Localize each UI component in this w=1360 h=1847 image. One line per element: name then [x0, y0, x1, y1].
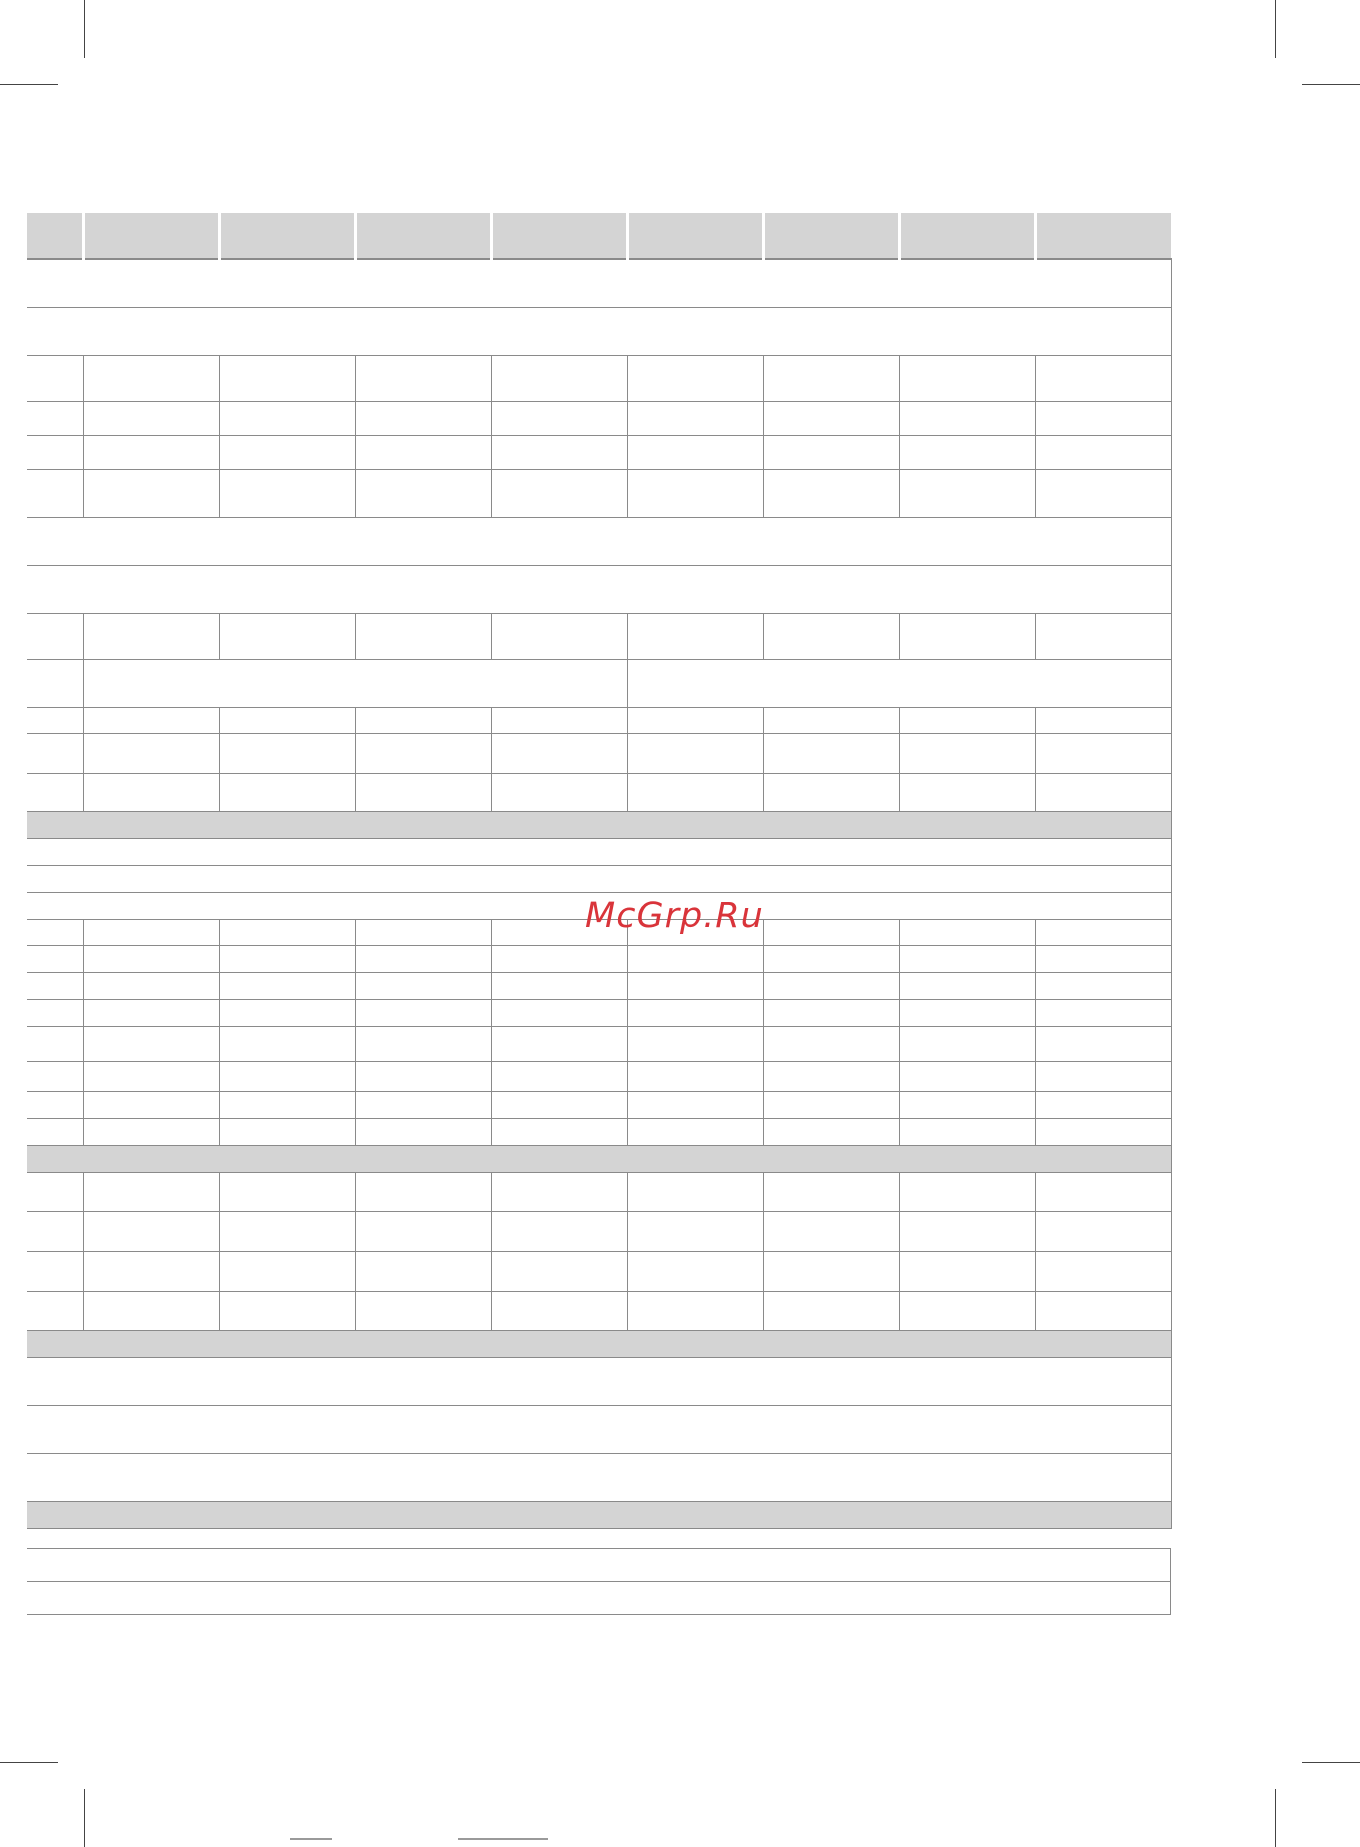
table-cell — [763, 1291, 899, 1330]
table-cell — [219, 972, 355, 999]
table-cell — [899, 945, 1035, 972]
table-cell — [83, 1026, 219, 1061]
table-cell — [491, 435, 627, 469]
table-cell — [355, 1091, 491, 1118]
table-cell — [627, 999, 763, 1026]
table-cell — [27, 733, 83, 773]
table-cell — [627, 733, 763, 773]
table-cell — [627, 1061, 763, 1091]
table-cell — [1035, 435, 1171, 469]
table-cell — [763, 1118, 899, 1145]
table-row — [27, 1026, 1171, 1061]
table-cell — [83, 355, 219, 401]
full-width-cell — [27, 259, 1171, 307]
table-cell — [83, 945, 219, 972]
table-cell — [355, 773, 491, 811]
table-cell — [627, 1118, 763, 1145]
footer-cell — [27, 1582, 1171, 1615]
table-row — [27, 565, 1171, 613]
table-cell — [763, 733, 899, 773]
table-cell — [763, 469, 899, 517]
table-cell — [627, 945, 763, 972]
table-cell — [627, 435, 763, 469]
table-row — [27, 999, 1171, 1026]
table-cell — [491, 999, 627, 1026]
table-cell — [27, 999, 83, 1026]
crop-mark-top-left-vertical — [84, 0, 85, 58]
table-cell — [627, 1211, 763, 1251]
table-cell — [899, 435, 1035, 469]
table-cell — [219, 435, 355, 469]
table-row — [27, 307, 1171, 355]
table-cell — [1035, 945, 1171, 972]
table-cell — [83, 1291, 219, 1330]
table-cell — [491, 1026, 627, 1061]
merged-cell — [83, 659, 627, 707]
spec-table — [27, 213, 1172, 1529]
table-cell — [219, 1251, 355, 1291]
table-cell — [1035, 919, 1171, 945]
table-row — [27, 1145, 1171, 1172]
table-cell — [763, 613, 899, 659]
table-cell — [355, 1061, 491, 1091]
table-row — [27, 707, 1171, 733]
section-header-cell — [27, 811, 1171, 838]
header-cell — [219, 213, 355, 259]
table-cell — [355, 1118, 491, 1145]
crop-mark-bottom-right-vertical — [1275, 1789, 1276, 1847]
table-cell — [27, 919, 83, 945]
table-cell — [899, 773, 1035, 811]
table-cell — [355, 733, 491, 773]
table-cell — [1035, 1061, 1171, 1091]
table-cell — [355, 355, 491, 401]
table-row — [27, 1501, 1171, 1528]
table-cell — [763, 401, 899, 435]
table-row — [27, 435, 1171, 469]
footer-table — [27, 1548, 1171, 1615]
table-cell — [219, 1091, 355, 1118]
print-mark — [458, 1838, 548, 1840]
table-row — [27, 1357, 1171, 1405]
table-row — [27, 1330, 1171, 1357]
table-cell — [627, 707, 763, 733]
table-cell — [763, 1026, 899, 1061]
table-cell — [27, 1118, 83, 1145]
table-cell — [491, 401, 627, 435]
table-cell — [355, 435, 491, 469]
full-width-cell — [27, 838, 1171, 865]
table-row — [27, 259, 1171, 307]
table-cell — [627, 773, 763, 811]
table-cell — [627, 1026, 763, 1061]
table-cell — [219, 707, 355, 733]
full-width-cell — [27, 1405, 1171, 1453]
table-cell — [355, 919, 491, 945]
header-cell — [627, 213, 763, 259]
table-cell — [899, 1172, 1035, 1211]
table-row — [27, 865, 1171, 892]
crop-mark-bottom-left-horizontal — [0, 1762, 58, 1763]
table-cell — [355, 1291, 491, 1330]
header-cell — [1035, 213, 1171, 259]
table-cell — [899, 1291, 1035, 1330]
full-width-cell — [27, 1453, 1171, 1501]
crop-mark-top-right-vertical — [1275, 0, 1276, 58]
header-cell — [763, 213, 899, 259]
table-cell — [1035, 972, 1171, 999]
table-row — [27, 213, 1171, 259]
crop-mark-top-right-horizontal — [1302, 84, 1360, 85]
table-cell — [899, 355, 1035, 401]
table-row — [27, 811, 1171, 838]
crop-mark-bottom-left-vertical — [84, 1789, 85, 1847]
table-cell — [219, 1291, 355, 1330]
footer-row — [27, 1582, 1171, 1615]
table-cell — [627, 355, 763, 401]
table-cell — [27, 469, 83, 517]
table-cell — [1035, 733, 1171, 773]
table-cell — [1035, 401, 1171, 435]
crop-mark-top-left-horizontal — [0, 84, 58, 85]
table-cell — [1035, 613, 1171, 659]
table-cell — [627, 401, 763, 435]
table-cell — [355, 999, 491, 1026]
table-cell — [355, 613, 491, 659]
full-width-cell — [27, 565, 1171, 613]
table-cell — [219, 1026, 355, 1061]
table-cell — [219, 919, 355, 945]
table-cell — [83, 1061, 219, 1091]
section-header-cell — [27, 1330, 1171, 1357]
full-width-cell — [27, 1357, 1171, 1405]
merged-cell — [27, 659, 83, 707]
full-width-cell — [27, 865, 1171, 892]
table-cell — [83, 733, 219, 773]
table-row — [27, 517, 1171, 565]
table-cell — [491, 707, 627, 733]
table-cell — [491, 355, 627, 401]
table-cell — [627, 469, 763, 517]
full-width-cell — [27, 517, 1171, 565]
table-cell — [491, 1091, 627, 1118]
table-row — [27, 945, 1171, 972]
table-cell — [491, 733, 627, 773]
table-row — [27, 773, 1171, 811]
table-cell — [491, 1291, 627, 1330]
table-cell — [355, 469, 491, 517]
table-cell — [83, 1251, 219, 1291]
table-cell — [27, 401, 83, 435]
table-cell — [763, 919, 899, 945]
header-cell — [355, 213, 491, 259]
crop-mark-bottom-right-horizontal — [1302, 1762, 1360, 1763]
table-cell — [899, 1061, 1035, 1091]
table-cell — [219, 733, 355, 773]
table-cell — [763, 945, 899, 972]
table-cell — [1035, 1251, 1171, 1291]
table-cell — [763, 435, 899, 469]
table-row — [27, 972, 1171, 999]
table-cell — [899, 1211, 1035, 1251]
table-cell — [1035, 999, 1171, 1026]
table-row — [27, 1251, 1171, 1291]
table-cell — [83, 1172, 219, 1211]
table-cell — [27, 1026, 83, 1061]
table-cell — [83, 1118, 219, 1145]
table-row — [27, 1291, 1171, 1330]
table-cell — [1035, 707, 1171, 733]
table-row — [27, 1405, 1171, 1453]
table-cell — [83, 707, 219, 733]
table-cell — [491, 613, 627, 659]
table-row — [27, 1211, 1171, 1251]
table-cell — [355, 401, 491, 435]
print-mark — [290, 1838, 332, 1840]
header-cell — [899, 213, 1035, 259]
watermark: McGrp.Ru — [585, 896, 764, 936]
table-cell — [355, 1172, 491, 1211]
table-cell — [491, 1211, 627, 1251]
table-cell — [83, 919, 219, 945]
table-cell — [491, 945, 627, 972]
table-cell — [83, 613, 219, 659]
table-cell — [355, 1251, 491, 1291]
table-cell — [219, 773, 355, 811]
table-cell — [1035, 1291, 1171, 1330]
table-cell — [1035, 1091, 1171, 1118]
section-header-cell — [27, 1145, 1171, 1172]
footer-row — [27, 1549, 1171, 1582]
table-cell — [899, 733, 1035, 773]
table-cell — [899, 1026, 1035, 1061]
table-row — [27, 659, 1171, 707]
table-cell — [763, 1061, 899, 1091]
table-cell — [27, 945, 83, 972]
table-cell — [27, 1172, 83, 1211]
table-row — [27, 355, 1171, 401]
table-cell — [219, 1118, 355, 1145]
table-cell — [763, 355, 899, 401]
table-cell — [491, 1172, 627, 1211]
table-row — [27, 733, 1171, 773]
table-row — [27, 1091, 1171, 1118]
section-header-cell — [27, 1501, 1171, 1528]
table-cell — [763, 1211, 899, 1251]
table-cell — [219, 1211, 355, 1251]
table-cell — [763, 707, 899, 733]
table-row — [27, 469, 1171, 517]
table-cell — [27, 1291, 83, 1330]
header-cell — [83, 213, 219, 259]
table-row — [27, 1172, 1171, 1211]
table-cell — [27, 355, 83, 401]
full-width-cell — [27, 307, 1171, 355]
table-cell — [627, 1091, 763, 1118]
table-cell — [219, 613, 355, 659]
table-cell — [491, 469, 627, 517]
table-cell — [219, 355, 355, 401]
table-cell — [83, 773, 219, 811]
table-cell — [899, 919, 1035, 945]
table-cell — [355, 707, 491, 733]
table-cell — [627, 1251, 763, 1291]
table-cell — [219, 401, 355, 435]
table-cell — [627, 613, 763, 659]
table-cell — [219, 1172, 355, 1211]
table-cell — [355, 1026, 491, 1061]
table-cell — [83, 999, 219, 1026]
table-cell — [27, 972, 83, 999]
table-cell — [763, 999, 899, 1026]
table-cell — [899, 1091, 1035, 1118]
table-cell — [899, 999, 1035, 1026]
table-cell — [899, 972, 1035, 999]
table-cell — [899, 469, 1035, 517]
table-row — [27, 1453, 1171, 1501]
table-row — [27, 613, 1171, 659]
table-cell — [763, 972, 899, 999]
table-cell — [763, 773, 899, 811]
table-row — [27, 1061, 1171, 1091]
table-cell — [491, 773, 627, 811]
table-cell — [83, 1091, 219, 1118]
table-cell — [83, 401, 219, 435]
table-cell — [899, 1251, 1035, 1291]
table-cell — [763, 1091, 899, 1118]
spec-table-body — [27, 213, 1171, 1528]
table-cell — [491, 1251, 627, 1291]
table-cell — [899, 401, 1035, 435]
footer-table-body — [27, 1549, 1171, 1615]
table-cell — [83, 1211, 219, 1251]
table-cell — [27, 435, 83, 469]
merged-cell — [627, 659, 1171, 707]
table-cell — [1035, 469, 1171, 517]
table-cell — [899, 707, 1035, 733]
table-cell — [1035, 355, 1171, 401]
table-cell — [1035, 1026, 1171, 1061]
table-cell — [27, 707, 83, 733]
table-cell — [219, 469, 355, 517]
table-row — [27, 838, 1171, 865]
table-cell — [627, 972, 763, 999]
table-cell — [355, 945, 491, 972]
table-cell — [27, 1061, 83, 1091]
table-cell — [27, 613, 83, 659]
table-cell — [491, 1061, 627, 1091]
table-cell — [1035, 1172, 1171, 1211]
table-cell — [627, 1172, 763, 1211]
table-cell — [355, 972, 491, 999]
table-cell — [1035, 773, 1171, 811]
table-row — [27, 401, 1171, 435]
table-cell — [491, 1118, 627, 1145]
table-cell — [219, 1061, 355, 1091]
table-cell — [27, 1211, 83, 1251]
header-cell — [27, 213, 83, 259]
table-cell — [627, 1291, 763, 1330]
table-cell — [491, 972, 627, 999]
table-cell — [83, 435, 219, 469]
table-cell — [355, 1211, 491, 1251]
table-cell — [899, 1118, 1035, 1145]
table-cell — [763, 1251, 899, 1291]
table-cell — [27, 1251, 83, 1291]
table-cell — [1035, 1211, 1171, 1251]
table-cell — [899, 613, 1035, 659]
table-row — [27, 1118, 1171, 1145]
footer-cell — [27, 1549, 1171, 1582]
table-cell — [1035, 1118, 1171, 1145]
table-cell — [83, 469, 219, 517]
table-cell — [763, 1172, 899, 1211]
table-cell — [27, 1091, 83, 1118]
table-cell — [219, 945, 355, 972]
table-cell — [83, 972, 219, 999]
table-cell — [27, 773, 83, 811]
table-cell — [219, 999, 355, 1026]
header-cell — [491, 213, 627, 259]
